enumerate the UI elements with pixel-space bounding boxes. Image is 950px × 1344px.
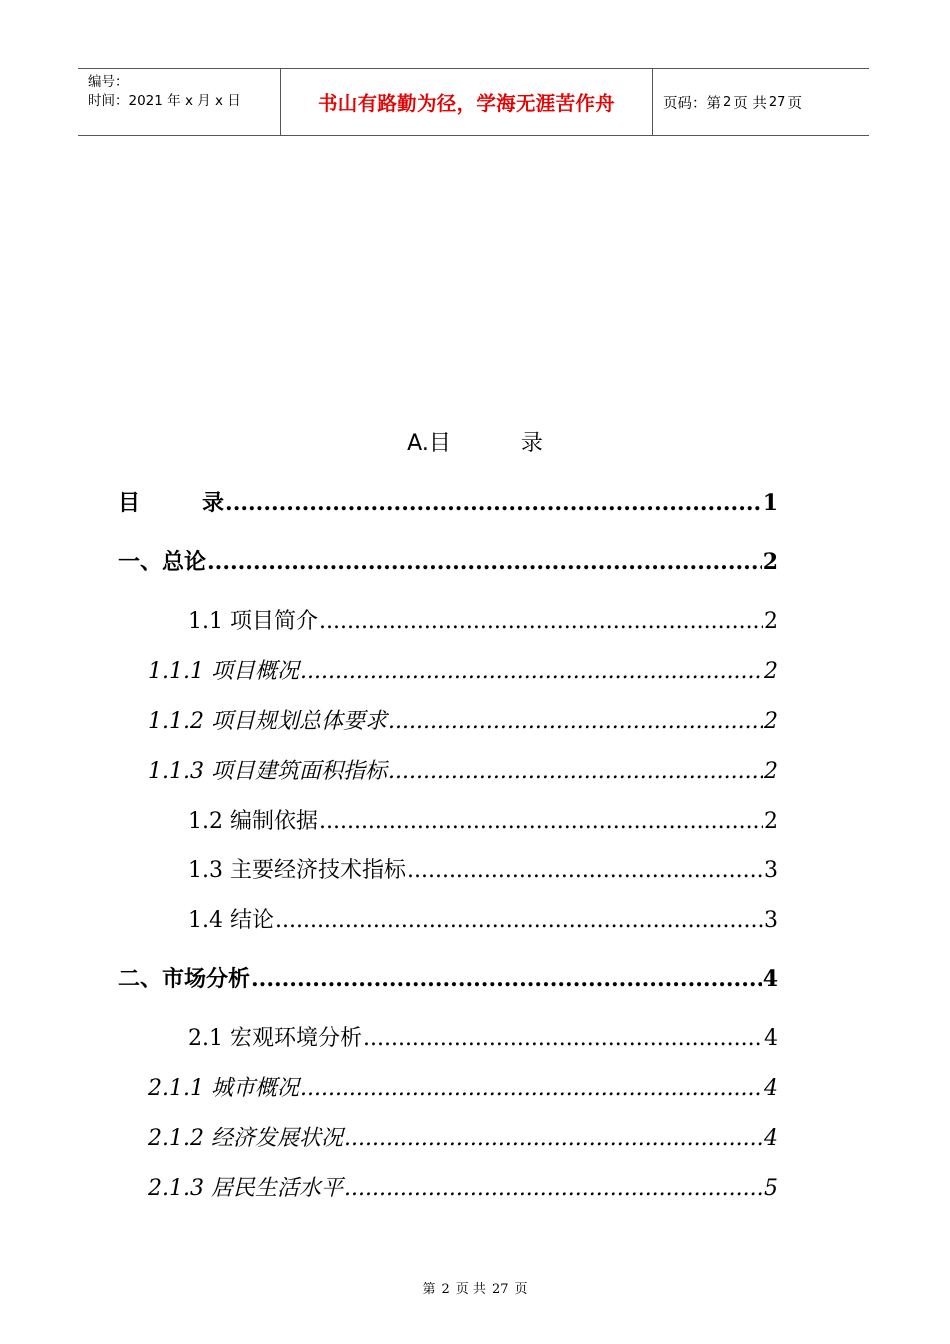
- toc-entry-label: 2.1.2 经济发展状况: [148, 1126, 343, 1151]
- toc-entry-page: 3: [764, 908, 778, 933]
- toc-entry-label: 2.1 宏观环境分析: [188, 1026, 362, 1051]
- toc-entry[interactable]: [148, 654, 778, 685]
- footer-prefix: 第: [422, 1282, 436, 1297]
- footer-suffix: 页: [514, 1282, 528, 1297]
- toc-entry[interactable]: [188, 604, 778, 635]
- toc-entry-label: 1.1 项目简介: [188, 609, 318, 634]
- toc-leader-dots: [319, 609, 763, 634]
- toc-entry-label: 一、总论: [118, 549, 207, 575]
- toc-entry-page: 4: [764, 1076, 778, 1101]
- toc-entry-label: 1.1.1 项目概况: [148, 659, 299, 684]
- toc-leader-dots: [344, 1126, 763, 1151]
- toc-entry-page: 1: [762, 490, 778, 516]
- toc-leader-dots: [319, 809, 763, 834]
- header-page-total: 27: [768, 94, 786, 110]
- toc-leader-dots: [251, 966, 762, 992]
- toc-entry[interactable]: [148, 1171, 778, 1202]
- toc-entry-label: 1.4 结论: [188, 908, 274, 933]
- page-header: [78, 68, 869, 136]
- toc-title: [0, 426, 950, 457]
- toc-title-prefix: A.: [407, 431, 429, 456]
- header-page-info: [653, 69, 869, 135]
- toc-leader-dots: [275, 908, 763, 933]
- toc-entry[interactable]: [188, 804, 778, 835]
- toc-entry-page: 2: [764, 709, 778, 734]
- toc-entry-page: 4: [764, 1026, 778, 1051]
- toc-entry-page: 2: [762, 549, 778, 575]
- toc-entry-label: 2.1.3 居民生活水平: [148, 1176, 343, 1201]
- toc-entry-page: 3: [764, 858, 778, 883]
- toc-entry-label: 2.1.1 城市概况: [148, 1076, 299, 1101]
- toc-entry-page: 2: [764, 759, 778, 784]
- toc-title-char2: 录: [520, 431, 543, 456]
- header-page-suffix: 页: [787, 95, 802, 112]
- toc-entry-label: 1.1.3 项目建筑面积指标: [148, 759, 387, 784]
- toc-entry[interactable]: [118, 962, 778, 993]
- toc-leader-dots: [388, 759, 763, 784]
- toc-title-char1: 目: [428, 431, 451, 456]
- toc-entry[interactable]: [148, 754, 778, 785]
- toc-entry-page: 4: [762, 966, 778, 992]
- toc-entry-label: 1.3 主要经济技术指标: [188, 858, 406, 883]
- header-page-prefix: 页码：第: [663, 95, 721, 112]
- header-motto: 书山有路勤为径，学海无涯苦作舟: [317, 92, 615, 115]
- toc-leader-dots: [344, 1176, 763, 1201]
- toc-entry-page: 2: [764, 809, 778, 834]
- toc-leader-dots: [300, 659, 763, 684]
- header-info: [78, 69, 280, 135]
- toc-entry-page: 2: [764, 609, 778, 634]
- toc-entry[interactable]: [188, 1021, 778, 1052]
- toc-leader-dots: [388, 709, 763, 734]
- document-date-label: 时间：2021 年 x 月 x 日: [88, 93, 241, 109]
- toc-entry-label: 目 录: [118, 490, 225, 516]
- toc-entry[interactable]: [118, 545, 778, 576]
- toc-leader-dots: [407, 858, 763, 883]
- toc-entry-page: 2: [764, 659, 778, 684]
- toc-leader-dots: [300, 1076, 763, 1101]
- toc-entry[interactable]: [188, 903, 778, 934]
- toc-entry-page: 4: [764, 1126, 778, 1151]
- header-page-mid: 页 共: [733, 95, 767, 112]
- toc-entry[interactable]: [148, 1071, 778, 1102]
- document-number-label: 编号：: [88, 74, 129, 90]
- toc-entry-label: 1.2 编制依据: [188, 809, 318, 834]
- toc-leader-dots: [225, 490, 762, 516]
- header-page-current: 2: [723, 94, 732, 110]
- toc-entry-page: 5: [764, 1176, 778, 1201]
- header-motto-cell: [280, 69, 653, 135]
- toc-entry-label: 二、市场分析: [118, 966, 251, 992]
- footer-mid: 页 共: [455, 1282, 486, 1297]
- page-footer: [0, 1278, 950, 1297]
- footer-page-total: 27: [491, 1282, 509, 1297]
- footer-page-current: 2: [441, 1282, 450, 1297]
- toc-entry[interactable]: [148, 704, 778, 735]
- toc-leader-dots: [363, 1026, 763, 1051]
- toc-entry[interactable]: [188, 853, 778, 884]
- toc-entry[interactable]: [148, 1121, 778, 1152]
- toc-leader-dots: [207, 549, 762, 575]
- toc-entry[interactable]: [118, 486, 778, 517]
- toc-entry-label: 1.1.2 项目规划总体要求: [148, 709, 387, 734]
